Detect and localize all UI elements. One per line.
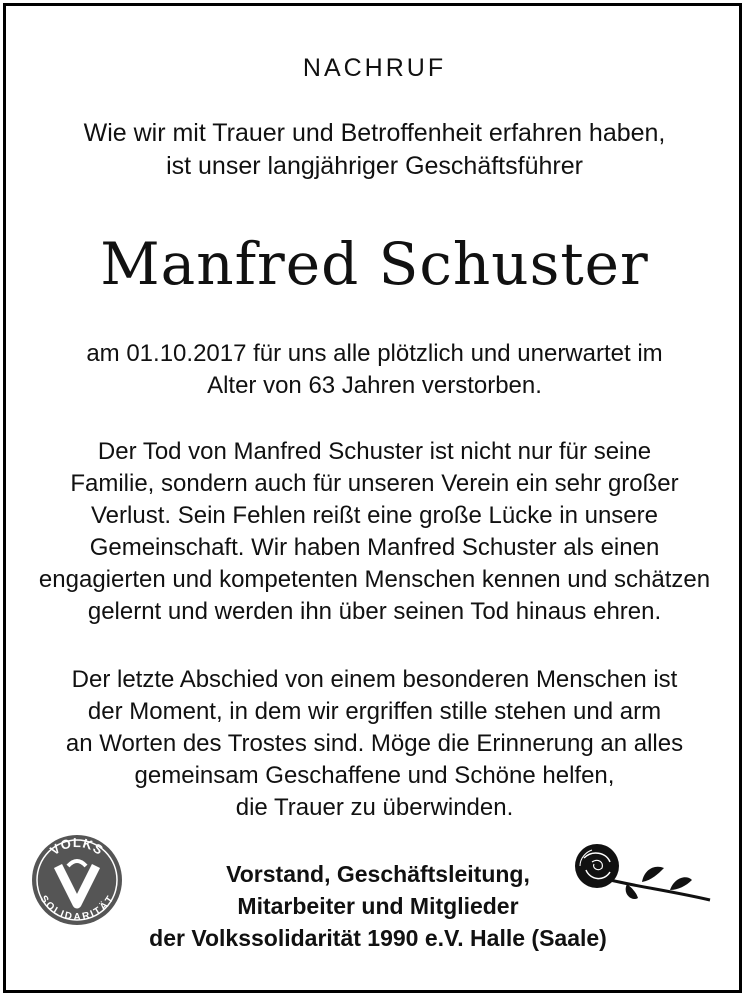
text-line: Gemeinschaft. Wir haben Manfred Schuster als einen: [89, 534, 660, 561]
signature-line: der Volkssolidarität 1990 e.V. Halle (Saale): [149, 925, 607, 951]
text-line: Familie, sondern auch für unseren Verein ein sehr großer: [70, 470, 679, 497]
signature-line: Mitarbeiter und Mitglieder: [237, 893, 519, 919]
signature-line: Vorstand, Geschäftsleitung,: [226, 861, 530, 887]
text-line: Verlust. Sein Fehlen reißt eine große Lücke in unsere: [91, 502, 658, 529]
logo-top-text: VOLKS: [47, 834, 107, 859]
intro-line: ist unser langjähriger Geschäftsführer: [166, 152, 583, 180]
text-line: der Moment, in dem wir ergriffen stille stehen und arm: [87, 698, 662, 725]
text-line: gelernt und werden ihn über seinen Tod hinaus ehren.: [87, 598, 662, 625]
intro-text: [0, 117, 749, 183]
text-line: Der letzte Abschied von einem besonderen Menschen ist: [71, 666, 678, 693]
logo-bottom-text: SOLIDARITÄT: [37, 893, 117, 924]
deceased-name: Manfred Schuster: [100, 230, 649, 298]
rose-icon: [572, 838, 714, 906]
volkssolidaritaet-logo-icon: [28, 820, 126, 938]
farewell-paragraph: [0, 664, 749, 824]
death-announcement: [0, 338, 749, 402]
text-line: an Worten des Trostes sind. Möge die Erinnerung an alles: [65, 730, 684, 757]
signature-block: [118, 858, 638, 954]
text-line: engagierten und kompetenten Menschen kennen und schätzen: [38, 566, 711, 593]
text-line: Der Tod von Manfred Schuster ist nicht nur für seine: [97, 438, 652, 465]
tribute-paragraph: [0, 436, 749, 628]
notice-heading: NACHRUF: [302, 54, 447, 82]
text-line: gemeinsam Geschaffene und Schöne helfen,: [134, 762, 615, 789]
text-line: Alter von 63 Jahren verstorben.: [207, 372, 542, 399]
text-line: die Trauer zu überwinden.: [235, 794, 514, 821]
text-line: am 01.10.2017 für uns alle plötzlich und unerwartet im: [86, 340, 663, 367]
intro-line: Wie wir mit Trauer und Betroffenheit erfahren haben,: [83, 119, 666, 147]
